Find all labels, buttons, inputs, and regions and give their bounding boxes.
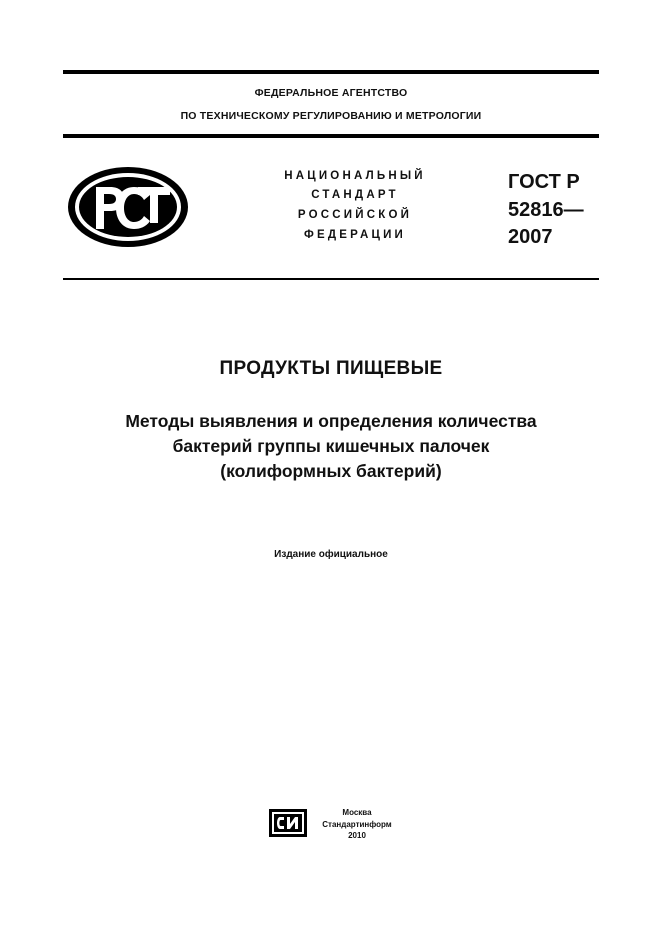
document-title: ПРОДУКТЫ ПИЩЕВЫЕ <box>219 358 443 379</box>
designation-rule <box>63 278 599 280</box>
agency-name-line1: ФЕДЕРАЛЬНОЕ АГЕНТСТВО <box>254 87 408 99</box>
document-subtitle-line-3: (колиформных бактерий) <box>220 461 442 481</box>
document-subtitle-line-1: Методы выявления и определения количества <box>125 411 537 431</box>
standartinform-logo-icon <box>268 808 308 838</box>
top-rule <box>63 70 599 74</box>
gost-designation-line-2: 52816— <box>508 199 584 221</box>
gost-designation-line-3: 2007 <box>508 226 553 248</box>
national-line-3: РОССИЙСКОЙ <box>297 209 413 221</box>
publication-year: 2010 <box>348 831 366 840</box>
publisher-city: Москва <box>342 808 372 817</box>
edition-note: Издание официальное <box>274 549 388 560</box>
rst-certification-mark-icon <box>66 165 190 249</box>
publisher-name: Стандартинформ <box>322 820 392 829</box>
national-line-4: ФЕДЕРАЦИИ <box>303 229 407 241</box>
national-line-1: НАЦИОНАЛЬНЫЙ <box>284 170 426 182</box>
header-rule <box>63 134 599 138</box>
gost-designation-line-1: ГОСТ Р <box>508 171 580 193</box>
agency-name-line2: ПО ТЕХНИЧЕСКОМУ РЕГУЛИРОВАНИЮ И МЕТРОЛОГИИ <box>180 110 482 122</box>
document-subtitle-line-2: бактерий группы кишечных палочек <box>172 436 490 456</box>
national-line-2: СТАНДАРТ <box>311 189 399 201</box>
